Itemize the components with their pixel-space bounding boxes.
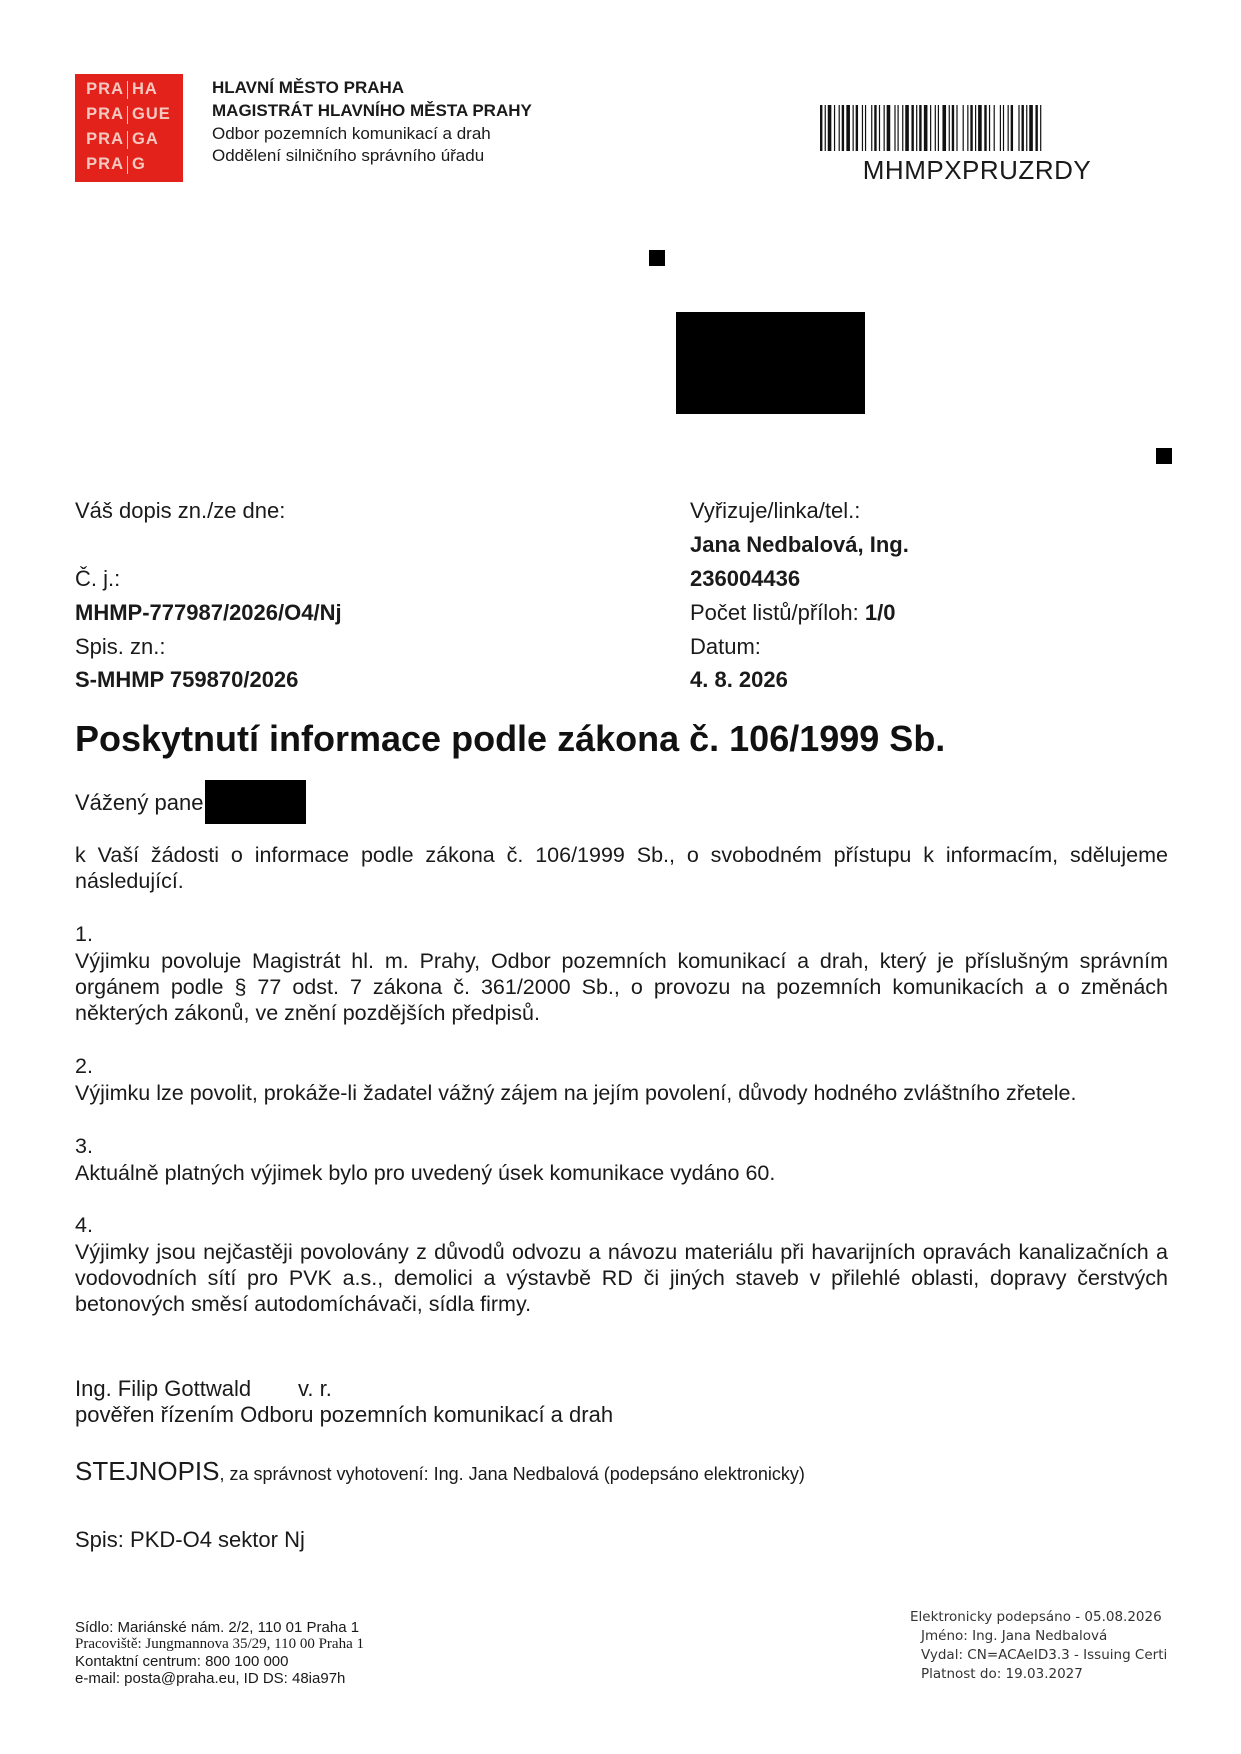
- pages-row: [690, 600, 895, 626]
- handler-phone: 236004436: [690, 566, 801, 591]
- redacted-address: [676, 312, 865, 414]
- esign-line: Vydal: CN=ACAeID3.3 - Issuing Certi: [921, 1647, 1168, 1663]
- prague-logo: [75, 74, 183, 182]
- redaction-mark: [1156, 448, 1172, 464]
- pages-label: Počet listů/příloh:: [690, 600, 859, 625]
- handler-label: Vyřizuje/linka/tel.:: [690, 498, 861, 523]
- salutation: Vážený pane: [75, 790, 204, 815]
- logo-text: HA: [132, 80, 158, 98]
- spis-label: Spis. zn.:: [75, 634, 166, 659]
- signatory-role: pověřen řízením Odboru pozemních komunikací a drah: [75, 1402, 614, 1427]
- intro-paragraph: k Vaší žádosti o informace podle zákona č. 106/1999 Sb., o svobodném přístupu k informacím, sdělujeme následující.: [75, 843, 1168, 893]
- header-city: HLAVNÍ MĚSTO PRAHA: [212, 78, 405, 97]
- barcode-text: MHMPXPRUZRDY: [862, 155, 1092, 185]
- item-number: 1.: [75, 922, 93, 946]
- item-text: Výjimku lze povolit, prokáže-li žadatel vážný zájem na jejím povolení, důvody hodného zvláštního zřetele.: [75, 1081, 1077, 1105]
- header-department: Odbor pozemních komunikací a drah: [212, 124, 491, 143]
- cj-label: Č. j.:: [75, 566, 121, 591]
- esign-line: Elektronicky podepsáno - 05.08.2026: [910, 1609, 1162, 1625]
- header-section: Oddělení silničního správního úřadu: [212, 146, 485, 165]
- item-text: Výjimky jsou nejčastěji povolovány z důvodů odvozu a návozu materiálu při havarijních opravách kanalizačních a vodovodních sítí pro PVK a.s., demolici a výstavbě RD či jiných staveb v přilehlé oblasti, dopravy čerstvých betonových směsí autodomíchávači, sídla firmy.: [75, 1240, 1168, 1316]
- redaction-mark: [649, 250, 665, 266]
- spis-line: Spis: PKD-O4 sektor Nj: [75, 1527, 305, 1552]
- logo-text: GA: [132, 130, 159, 148]
- spis-value: S-MHMP 759870/2026: [75, 667, 299, 692]
- your-letter-label: Váš dopis zn./ze dne:: [75, 498, 286, 523]
- stejnopis-line: [75, 1456, 805, 1487]
- header-magistrate: MAGISTRÁT HLAVNÍHO MĚSTA PRAHY: [212, 101, 532, 120]
- esign-line: Platnost do: 19.03.2027: [921, 1666, 1083, 1682]
- logo-text: PRA: [81, 106, 128, 124]
- signatory-name: Ing. Filip Gottwald: [75, 1376, 252, 1401]
- footer-email: e-mail: posta@praha.eu, ID DS: 48ia97h: [75, 1670, 346, 1687]
- logo-text: PRA: [81, 131, 128, 149]
- item-text: Aktuálně platných výjimek bylo pro uvedený úsek komunikace vydáno 60.: [75, 1161, 776, 1185]
- logo-text: GUE: [132, 105, 171, 123]
- document-title: Poskytnutí informace podle zákona č. 106/1999 Sb.: [75, 718, 946, 759]
- stejnopis-rest: , za správnost vyhotovení: Ing. Jana Nedbalová (podepsáno elektronicky): [219, 1464, 805, 1484]
- logo-text: PRA: [81, 81, 128, 99]
- esign-line: Jméno: Ing. Jana Nedbalová: [921, 1628, 1108, 1644]
- date-value: 4. 8. 2026: [690, 667, 788, 692]
- item-number: 4.: [75, 1213, 93, 1237]
- footer-pracoviste: Pracoviště: Jungmannova 35/29, 110 00 Praha 1: [75, 1636, 364, 1652]
- logo-text: PRA: [81, 156, 128, 174]
- cj-value: MHMP-777987/2026/O4/Nj: [75, 600, 342, 625]
- footer-sidlo: Sídlo: Mariánské nám. 2/2, 110 01 Praha 1: [75, 1619, 360, 1636]
- date-label: Datum:: [690, 634, 761, 659]
- barcode: [820, 105, 1134, 151]
- signatory-vr: v. r.: [298, 1376, 332, 1401]
- item-text: Výjimku povoluje Magistrát hl. m. Prahy, Odbor pozemních komunikací a drah, který je příslušným správním orgánem podle § 77 odst. 7 zákona č. 361/2000 Sb., o provozu na pozemních komunikacích a o změnách některých zákonů, ve znění pozdějších předpisů.: [75, 949, 1168, 1025]
- item-number: 2.: [75, 1054, 93, 1078]
- item-number: 3.: [75, 1134, 93, 1158]
- stejnopis-word: STEJNOPIS: [75, 1456, 220, 1486]
- logo-text: G: [132, 155, 146, 173]
- handler-name: Jana Nedbalová, Ing.: [690, 532, 909, 557]
- redacted-name: [205, 780, 306, 824]
- footer-kontakt: Kontaktní centrum: 800 100 000: [75, 1653, 289, 1670]
- pages-value: 1/0: [864, 600, 896, 625]
